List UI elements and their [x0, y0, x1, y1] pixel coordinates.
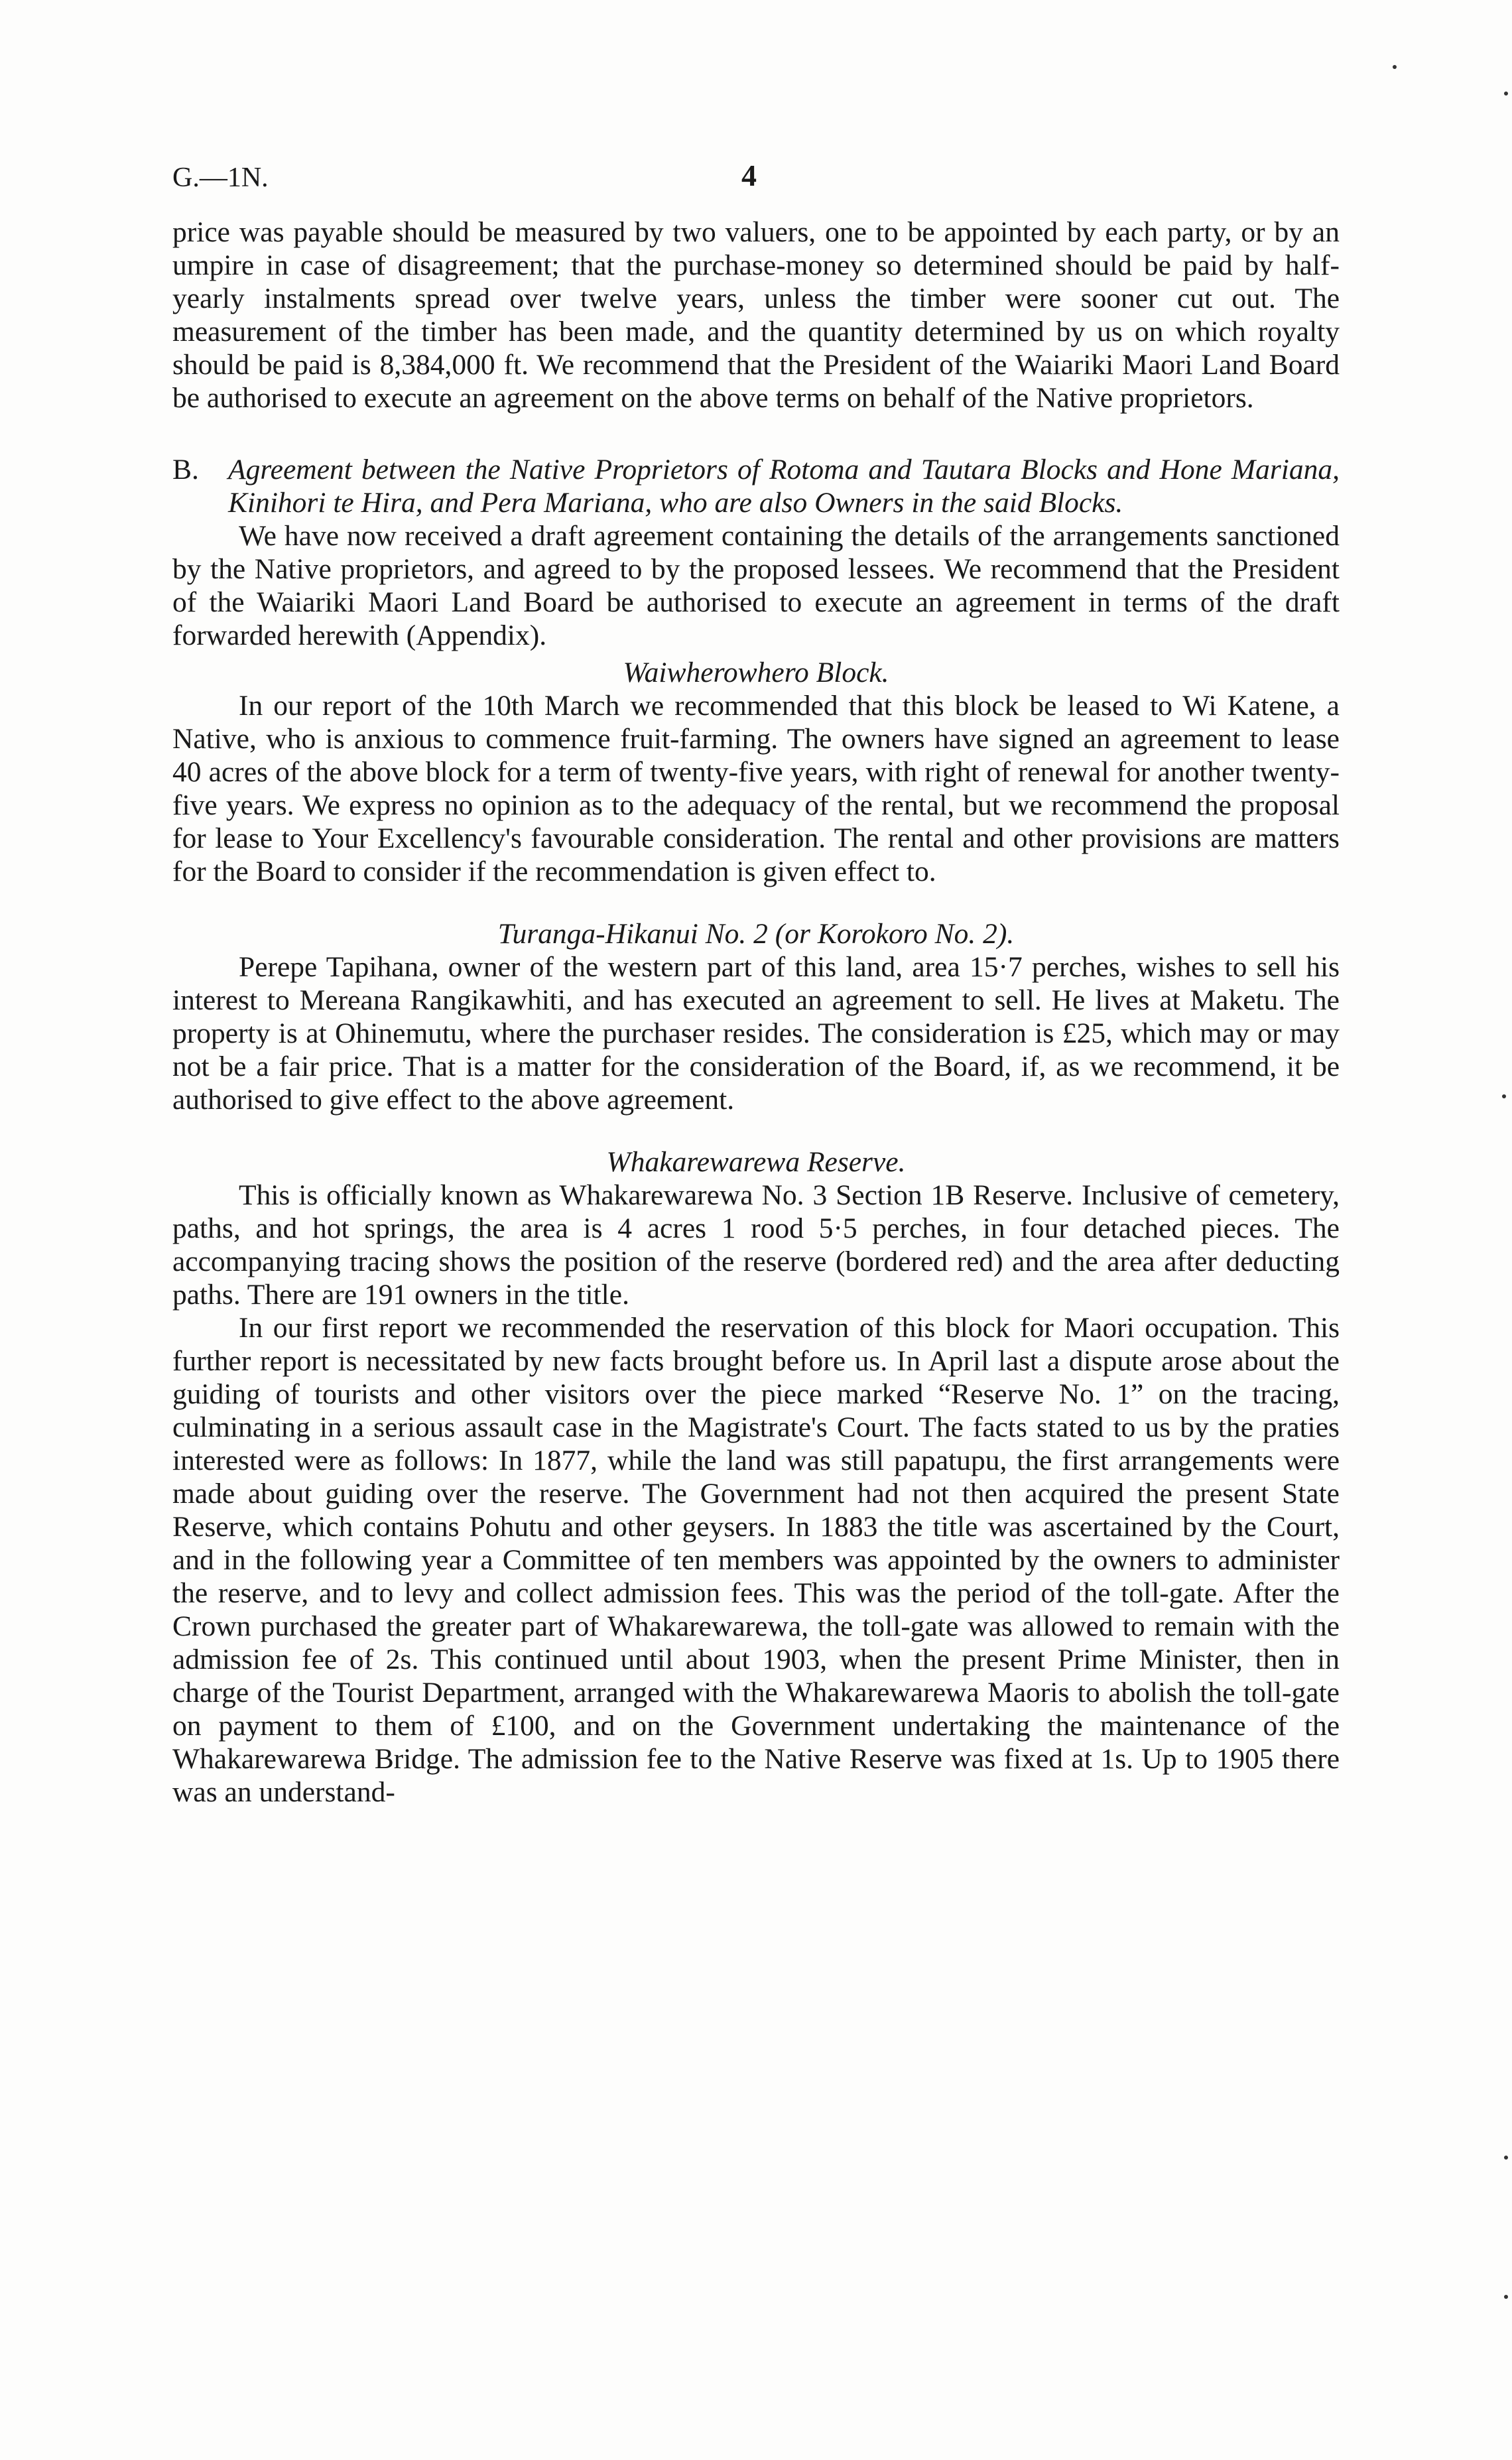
- page-number: 4: [741, 159, 757, 192]
- paragraph-continuation: price was payable should be measured by two valuers, one to be appointed by each party, or by an umpire in case of disagreement; that the purchase-money so determined should be paid by half-yearly instalments spread over twelve years, unless the timber were sooner cut out. The measurement of the timber has been made, and the quantity determined by us on which royalty should be paid is 8,384,000 ft. We recommend that the President of the Waiariki Maori Land Board be authorised to execute an agreement on the above terms on behalf of the Native proprietors.: [172, 216, 1340, 414]
- scan-speck: [1504, 2156, 1508, 2160]
- section-heading-b-text: Agreement between the Native Proprietors of Rotoma and Tautara Blocks and Hone Mariana, Kinihori te Hira, and Pera Mariana, who are also Owners in the said Blocks.: [228, 454, 1340, 519]
- document-reference: G.—1N.: [172, 162, 269, 193]
- paragraph-waiwherowhero: In our report of the 10th March we recommended that this block be leased to Wi Katene, a Native, who is anxious to commence fruit-farming. The owners have signed an agreement to lease 40 acres of the above block for a term of twenty-five years, with right of renewal for another twenty-five years. We express no opinion as to the adequacy of the rental, but we recommend the proposal for lease to Your Excellency's favourable consideration. The rental and other provisions are matters for the Board to consider if the recommendation is given effect to.: [172, 690, 1340, 887]
- scan-speck: [1502, 1094, 1506, 1098]
- paragraph-turanga-hikanui: Perepe Tapihana, owner of the western part of this land, area 15·7 perches, wishes to sell his interest to Mereana Rangikawhiti, and has executed an agreement to sell. He lives at Maketu. The property is at Ohinemutu, where the purchaser resides. The consideration is £25, which may or may not be a fair price. That is a matter for the consideration of the Board, if, as we recommend, it be authorised to give effect to the above agreement.: [172, 951, 1340, 1116]
- scan-speck: [1504, 2295, 1508, 2299]
- section-letter: B.: [172, 454, 199, 486]
- page-body: [172, 216, 1340, 1809]
- paragraph-draft-agreement: We have now received a draft agreement containing the details of the arrangements sanctioned by the Native proprietors, and agreed to by the proposed lessees. We recommend that the President of the Waiariki Maori Land Board be authorised to execute an agreement in terms of the draft forwarded herewith (Appendix).: [172, 520, 1340, 651]
- page-header: [172, 158, 1340, 198]
- scan-speck: [1393, 65, 1397, 69]
- heading-waiwherowhero-block: Waiwherowhero Block.: [623, 657, 889, 688]
- paragraph-whakarewarewa-area: This is officially known as Whakarewarewa No. 3 Section 1B Reserve. Inclusive of cemetery, paths, and hot springs, the area is 4 acres 1 rood 5·5 perches, in four detached pieces. The accompanying tracing shows the position of the reserve (bordered red) and the area after deducting paths. There are 191 owners in the title.: [172, 1179, 1340, 1311]
- paragraph-whakarewarewa-history: In our first report we recommended the reservation of this block for Maori occupation. This further report is necessitated by new facts brought before us. In April last a dispute arose about the guiding of tourists and other visitors over the piece marked “Reserve No. 1” on the tracing, culminating in a serious assault case in the Magistrate's Court. The facts stated to us by the praties interested were as follows: In 1877, while the land was still papatupu, the first arrangements were made about guiding over the reserve. The Government had not then acquired the present State Reserve, which contains Pohutu and other geysers. In 1883 the title was ascertained by the Court, and in the following year a Committee of ten members was appointed by the owners to administer the reserve, and to levy and collect admission fees. This was the period of the toll-gate. After the Crown purchased the greater part of Whakarewarewa, the toll-gate was allowed to remain with the admission fee of 2s. This continued until about 1903, when the present Prime Minister, then in charge of the Tourist Department, arranged with the Whakarewarewa Maoris to abolish the toll-gate on payment to them of £100, and on the Government undertaking the maintenance of the Whakarewarewa Bridge. The admission fee to the Native Reserve was fixed at 1s. Up to 1905 there was an understand-: [172, 1312, 1340, 1808]
- scan-speck: [1504, 92, 1508, 96]
- heading-turanga-hikanui: Turanga-Hikanui No. 2 (or Korokoro No. 2).: [497, 918, 1015, 950]
- heading-whakarewarewa-reserve: Whakarewarewa Reserve.: [606, 1146, 906, 1178]
- section-heading-b: [172, 453, 1340, 519]
